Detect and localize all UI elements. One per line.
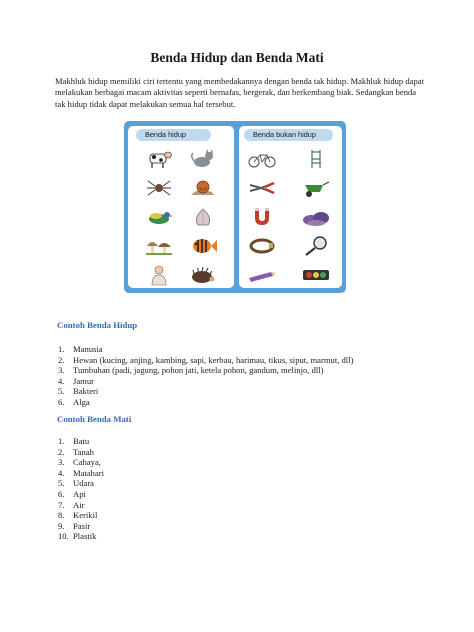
- bicycle-icon: [247, 148, 277, 170]
- living-examples-heading: Contoh Benda Hidup: [57, 320, 138, 330]
- magnifier-icon: [301, 235, 331, 257]
- living-things-header: Benda hidup: [136, 129, 211, 141]
- onion-icon: [188, 206, 218, 228]
- magnet-icon: [247, 206, 277, 228]
- traffic-light-icon: [301, 264, 331, 286]
- list-item: 3. Cahaya,: [58, 457, 101, 468]
- list-item: 7. Air: [58, 499, 85, 510]
- list-item: 6. Api: [58, 488, 86, 499]
- list-item: 4. Matahari: [58, 467, 105, 478]
- list-item: 1. Manusia: [58, 344, 103, 354]
- intro-paragraph: Makhluk hidup memiliki ciri tertentu yang membedakannya dengan benda tak hidup. Makhluk hidup dapat melakukan berbagai macam aktivitas seperti bernafas, bergerak, dan berkembang biak. Sedangkan benda tak hidup tidak dapat melakukan semua hal tersebut.: [55, 76, 424, 109]
- list-item: 5. Udara: [58, 478, 94, 489]
- page-title: Benda Hidup dan Benda Mati: [150, 50, 324, 65]
- pliers-icon: [247, 177, 277, 199]
- list-item: 10. Plastik: [58, 531, 97, 542]
- non-living-examples-list: [58, 436, 104, 542]
- chair-icon: [301, 148, 331, 170]
- list-item: 2. Tanah: [58, 446, 94, 457]
- list-item: 6. Alga: [58, 396, 90, 407]
- belt-icon: [247, 235, 277, 257]
- person-icon: [144, 264, 174, 286]
- pencil-icon: [247, 264, 277, 286]
- wheelbarrow-icon: [301, 177, 331, 199]
- list-item: 3. Tumbuhan (padi, jagung, pohon jati, ketela pohon, gandum, melinjo, dll): [58, 365, 324, 376]
- list-item: 4. Jamur: [58, 375, 95, 386]
- hedgehog-icon: [188, 264, 218, 286]
- illustration-figure: [124, 121, 346, 293]
- non-living-examples-heading: Contoh Benda Mati: [57, 414, 132, 424]
- cow-icon: [144, 148, 174, 170]
- list-item: 9. Pasir: [58, 520, 91, 531]
- non-living-things-header: Benda bukan hidup: [244, 129, 333, 141]
- list-item: 8. Kerikil: [58, 510, 98, 521]
- rocks-icon: [301, 206, 331, 228]
- list-item: 2. Hewan (kucing, anjing, kambing, sapi, kerbau, harimau, tikus, siput, marmut, dll): [58, 354, 354, 365]
- living-things-panel: [128, 126, 234, 288]
- living-examples-list: [58, 344, 353, 408]
- bird-icon: [144, 206, 174, 228]
- mushroom-icon: [144, 235, 174, 257]
- list-item: 1. Batu: [58, 436, 90, 446]
- fish-icon: [188, 235, 218, 257]
- list-item: 5. Bakteri: [58, 386, 99, 397]
- snail-icon: [188, 177, 218, 199]
- spider-icon: [144, 177, 174, 199]
- non-living-things-panel: [239, 126, 342, 288]
- cat-icon: [188, 148, 218, 170]
